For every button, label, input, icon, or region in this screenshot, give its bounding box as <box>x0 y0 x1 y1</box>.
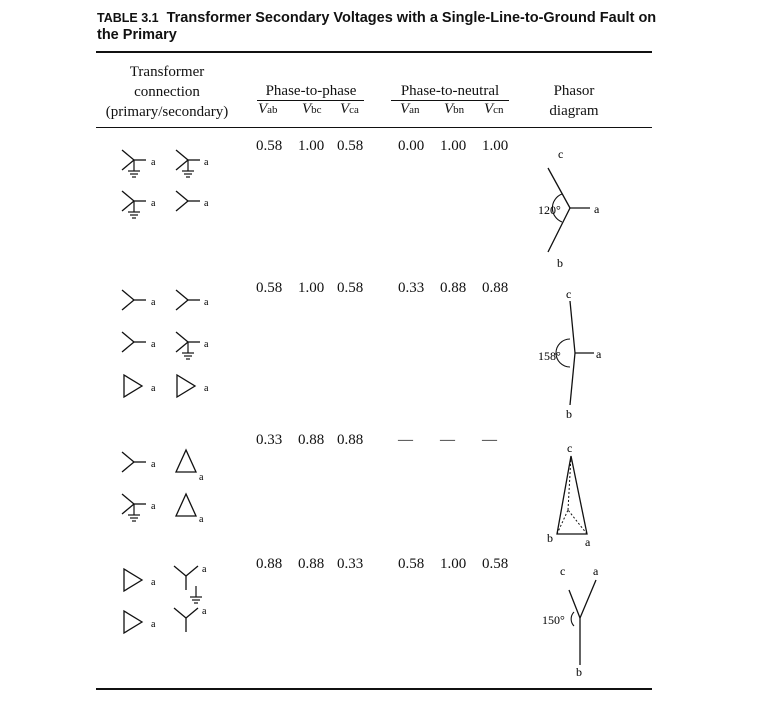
row1-vbn: 1.00 <box>440 138 467 154</box>
phasor4-label-c: c <box>560 564 566 578</box>
winding-symbols <box>96 128 246 688</box>
phasor2-label-c: c <box>566 287 572 301</box>
phasor3-label-a: a <box>585 535 591 549</box>
wye-icon <box>176 191 200 211</box>
delta-icon <box>124 569 142 591</box>
phasor1-label-c: c <box>558 147 564 161</box>
header-phasor <box>534 81 614 121</box>
svg-text:a: a <box>199 472 204 483</box>
phasor2-label-b: b <box>566 407 572 421</box>
row2-van: 0.33 <box>398 280 425 296</box>
row1-van: 0.00 <box>398 138 425 154</box>
svg-text:a: a <box>204 297 209 308</box>
svg-text:a: a <box>151 339 156 350</box>
wye-icon <box>176 290 200 310</box>
wye-up-grounded-icon <box>174 566 202 603</box>
svg-text:a: a <box>204 339 209 350</box>
row4-van: 0.58 <box>398 556 425 572</box>
row4-vca: 0.33 <box>337 556 364 572</box>
svg-text:a: a <box>151 383 156 394</box>
wye-icon <box>122 290 146 310</box>
row3-vab: 0.33 <box>256 432 283 448</box>
wye-icon <box>122 332 146 352</box>
svg-text:a: a <box>151 157 156 168</box>
svg-text:a: a <box>151 619 156 630</box>
header-connection-line1: Transformer <box>129 64 205 80</box>
phasor-diagram-2 <box>538 287 602 421</box>
header-van: Van <box>400 101 420 117</box>
row2-vbc: 1.00 <box>298 280 325 296</box>
delta-icon <box>177 375 195 397</box>
wye-grounded-icon <box>122 191 146 218</box>
table-number: TABLE 3.1 <box>97 11 159 25</box>
header-phase-to-neutral: Phase-to-neutral <box>400 83 500 99</box>
row1-vbc: 1.00 <box>298 138 325 154</box>
row4-vcn: 0.58 <box>482 556 509 572</box>
row3-vbn: — <box>440 432 455 448</box>
header-vab: Vab <box>258 101 278 117</box>
phasor-diagram-4 <box>542 564 599 679</box>
svg-text:a: a <box>202 606 207 617</box>
phasor4-label-b: b <box>576 665 582 679</box>
svg-text:a: a <box>204 198 209 209</box>
header-vbc: Vbc <box>302 101 322 117</box>
row1-vcn: 1.00 <box>482 138 509 154</box>
svg-text:a: a <box>202 564 207 575</box>
header-connection-line2: connection <box>134 84 200 100</box>
svg-text:a: a <box>151 297 156 308</box>
svg-text:a: a <box>151 198 156 209</box>
row4-vab: 0.88 <box>256 556 283 572</box>
header-vcn: Vcn <box>484 101 504 117</box>
row4-vbc: 0.88 <box>298 556 325 572</box>
row2-vcn: 0.88 <box>482 280 509 296</box>
delta-up-icon <box>176 494 196 516</box>
svg-text:a: a <box>199 514 204 525</box>
phasor2-label-a: a <box>596 347 602 361</box>
phasor-diagram-1 <box>538 147 600 270</box>
row3-vca: 0.88 <box>337 432 364 448</box>
row3-vbc: 0.88 <box>298 432 325 448</box>
svg-text:a: a <box>151 577 156 588</box>
bottom-rule <box>96 688 652 690</box>
svg-text:a: a <box>151 501 156 512</box>
delta-icon <box>124 375 142 397</box>
wye-grounded-icon <box>122 150 146 177</box>
svg-text:a: a <box>204 157 209 168</box>
table-title <box>97 10 657 44</box>
svg-text:a: a <box>151 459 156 470</box>
row3-vcn: — <box>482 432 497 448</box>
phasor3-label-b: b <box>547 531 553 545</box>
phasor4-label-a: a <box>593 564 599 578</box>
header-vbn: Vbn <box>444 101 465 117</box>
phasor4-angle: 150° <box>542 613 565 627</box>
svg-text:a: a <box>204 383 209 394</box>
phasor-diagrams <box>520 128 630 688</box>
row1-vca: 0.58 <box>337 138 364 154</box>
phasor-diagram-3 <box>547 441 591 549</box>
row4-vbn: 1.00 <box>440 556 467 572</box>
row2-vab: 0.58 <box>256 280 283 296</box>
header-connection-line3: (primary/secondary) <box>105 104 229 120</box>
table-title-text: Transformer Secondary Voltages with a Single-Line-to-Ground Fault on the Primary <box>97 10 657 43</box>
phasor1-angle: 120° <box>538 203 561 217</box>
delta-up-icon <box>176 450 196 472</box>
wye-grounded-icon <box>176 150 200 177</box>
phasor1-label-a: a <box>594 202 600 216</box>
wye-grounded-icon <box>176 332 200 359</box>
header-phasor-line1: Phasor <box>553 83 595 99</box>
header-phasor-line2: diagram <box>549 103 599 119</box>
header-phase-to-phase: Phase-to-phase <box>265 83 357 99</box>
delta-icon <box>124 611 142 633</box>
phasor3-label-c: c <box>567 441 573 455</box>
wye-grounded-icon <box>122 494 146 521</box>
row2-vbn: 0.88 <box>440 280 467 296</box>
phasor1-label-b: b <box>557 256 563 270</box>
wye-icon <box>122 452 146 472</box>
phasor2-angle: 158° <box>538 349 561 363</box>
top-rule <box>96 51 652 53</box>
wye-up-icon <box>174 608 198 632</box>
row1-vab: 0.58 <box>256 138 283 154</box>
header-connection <box>96 62 238 122</box>
row3-van: — <box>398 432 413 448</box>
row2-vca: 0.58 <box>337 280 364 296</box>
header-vca: Vca <box>340 101 359 117</box>
